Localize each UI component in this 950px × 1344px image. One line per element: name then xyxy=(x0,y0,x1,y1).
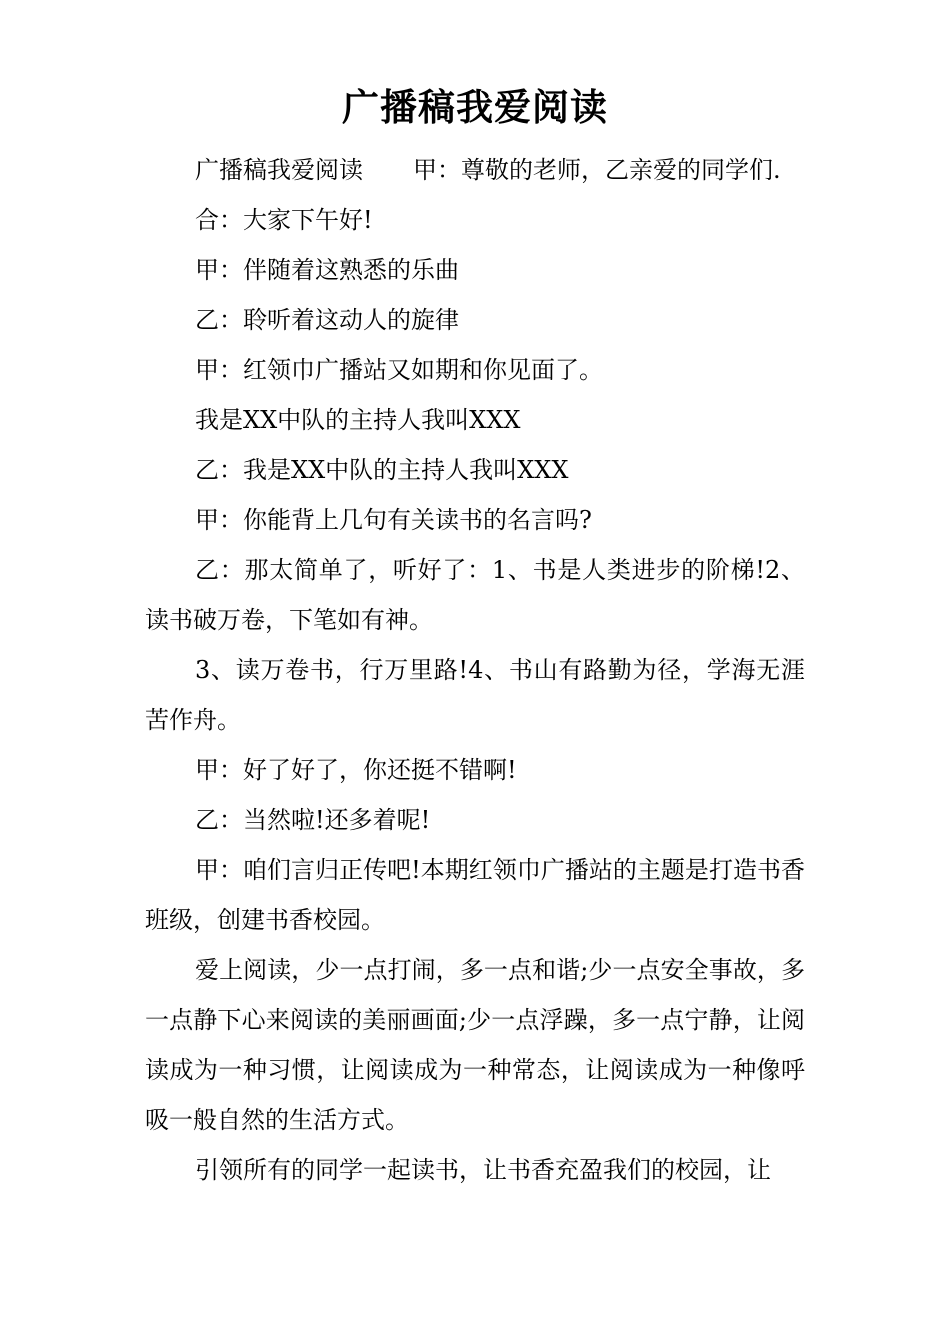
paragraph: 3、读万卷书，行万里路!4、书山有路勤为径，学海无涯苦作舟。 xyxy=(145,656,805,734)
paragraph: 乙：当然啦!还多着呢! xyxy=(195,806,431,834)
document-body xyxy=(145,145,805,1195)
document-title: 广播稿我爱阅读 xyxy=(342,85,608,129)
paragraph: 合：大家下午好! xyxy=(195,206,373,234)
paragraph: 甲：咱们言归正传吧!本期红领巾广播站的主题是打造书香班级，创建书香校园。 xyxy=(145,856,805,934)
paragraph: 乙：那太简单了，听好了：1、书是人类进步的阶梯!2、读书破万卷，下笔如有神。 xyxy=(145,556,805,634)
paragraph: 甲：伴随着这熟悉的乐曲 xyxy=(195,256,459,284)
paragraph: 甲：好了好了，你还挺不错啊! xyxy=(195,756,517,784)
first-line xyxy=(145,145,805,195)
first-line-greeting: 甲：尊敬的老师，乙亲爱的同学们. xyxy=(413,156,781,184)
paragraph: 乙：我是XX中队的主持人我叫XXX xyxy=(195,456,569,484)
paragraph: 爱上阅读，少一点打闹，多一点和谐;少一点安全事故，多一点静下心来阅读的美丽画面;少一点浮躁，多一点宁静，让阅读成为一种习惯，让阅读成为一种常态，让阅读成为一种像呼吸一般自然的生活方式。 xyxy=(145,956,805,1134)
paragraph: 乙：聆听着这动人的旋律 xyxy=(195,306,459,334)
paragraph: 引领所有的同学一起读书，让书香充盈我们的校园，让 xyxy=(195,1156,771,1184)
paragraph: 我是XX中队的主持人我叫XXX xyxy=(195,406,521,434)
first-line-title: 广播稿我爱阅读 xyxy=(195,156,363,184)
paragraph: 甲：红领巾广播站又如期和你见面了。 xyxy=(195,356,603,384)
paragraph: 甲：你能背上几句有关读书的名言吗? xyxy=(195,506,592,534)
